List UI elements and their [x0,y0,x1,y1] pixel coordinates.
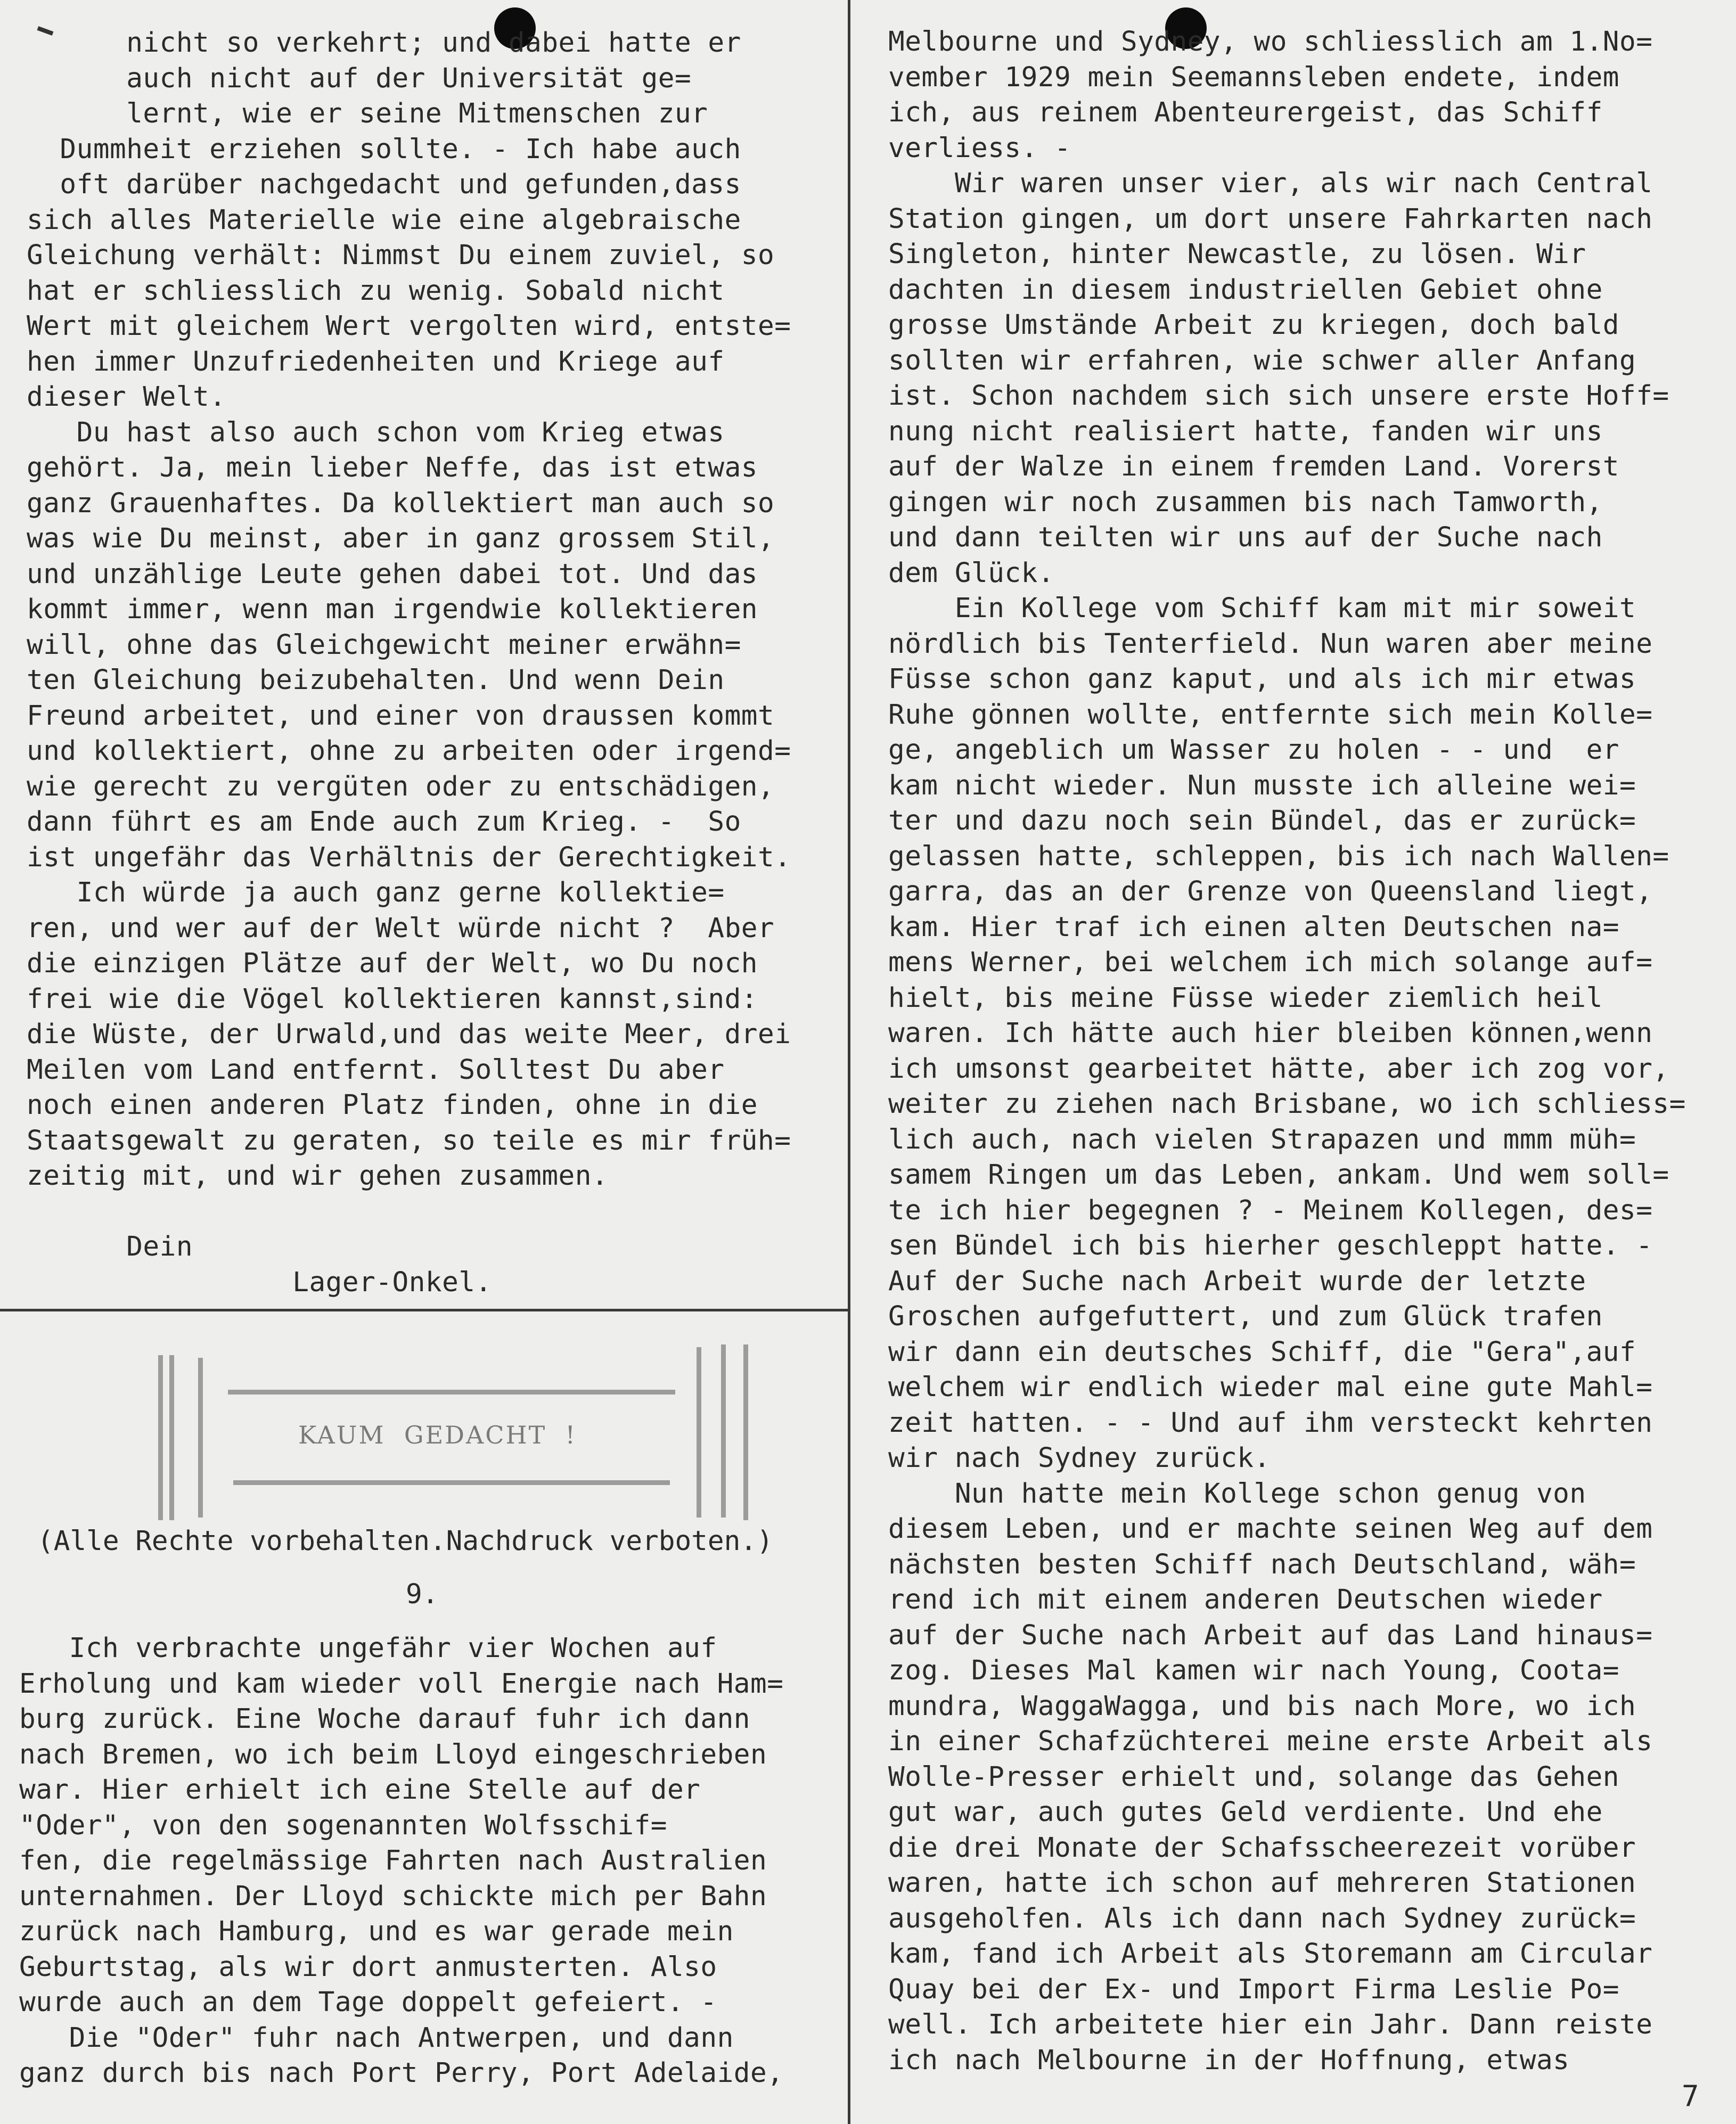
text-line: Du hast also auch schon vom Krieg etwas [27,416,725,448]
text-line: hen immer Unzufriedenheiten und Kriege auf [27,346,725,378]
text-line: was wie Du meinst, aber in ganz grossem Stil, [27,523,775,554]
text-line: unternahmen. Der Lloyd schickte mich per Bahn [19,1880,767,1912]
text-line: Quay bei der Ex- und Import Firma Leslie Po= [888,1973,1620,2005]
text-line: die drei Monate der Schafsscheerezeit vorüber [888,1832,1636,1864]
text-line: Wert mit gleichem Wert vergolten wird, entste= [27,310,791,342]
text-line: vember 1929 mein Seemannsleben endete, indem [888,61,1620,93]
text-line: Staatsgewalt zu geraten, so teile es mir früh= [27,1125,791,1157]
text-line: ten Gleichung beizubehalten. Und wenn Dein [27,665,725,696]
text-line: ausgeholfen. Als ich dann nach Sydney zurück= [888,1902,1636,1934]
story-title: KAUM GEDACHT ! [298,1421,577,1449]
text-line: wie gerecht zu vergüten oder zu entschädigen, [27,770,775,802]
text-line: well. Ich arbeitete hier ein Jahr. Dann reiste [888,2009,1653,2040]
text-line: nach Bremen, wo ich beim Lloyd eingeschrieben [19,1738,767,1770]
text-line: Wolle-Presser erhielt und, solange das Gehen [888,1761,1620,1793]
rights-notice: (Alle Rechte vorbehalten.Nachdruck verboten.) [37,1526,773,1557]
text-line [27,1194,791,1230]
text-line: ganz Grauenhaftes. Da kollektiert man auch so [27,487,775,519]
text-line: zeitig mit, und wir gehen zusammen. [27,1160,609,1192]
text-line: Ruhe gönnen wollte, entfernte sich mein Kolle= [888,699,1653,731]
text-line: verliess. - [888,132,1071,164]
text-line: Erholung und kam wieder voll Energie nach Ham= [19,1668,784,1700]
text-line: Ich verbrachte ungefähr vier Wochen auf [19,1633,717,1664]
text-line: gehört. Ja, mein lieber Neffe, das ist etwas [27,452,758,483]
text-line: kam. Hier traf ich einen alten Deutschen na= [888,911,1620,943]
box-bar [721,1344,726,1518]
story-text-column-right [888,24,1686,2078]
text-line: zurück nach Hamburg, und es war gerade mein [19,1916,734,1947]
text-line: weiter zu ziehen nach Brisbane, wo ich schliess= [888,1088,1686,1120]
text-line: nicht so verkehrt; und dabei hatte er [27,27,741,59]
text-line: lich auch, nach vielen Strapazen und mmm müh= [888,1123,1636,1155]
text-line: grosse Umstände Arbeit zu kriegen, doch bald [888,309,1620,341]
text-line: will, ohne das Gleichgewicht meiner erwähn= [27,629,741,661]
text-line: nung nicht realisiert hatte, fanden wir uns [888,415,1603,447]
text-line: kam nicht wieder. Nun musste ich alleine wei= [888,769,1636,801]
text-line: gingen wir noch zusammen bis nach Tamworth, [888,486,1603,518]
box-bar [198,1358,203,1518]
text-line: und dann teilten wir uns auf der Suche nach [888,522,1603,553]
text-line: welchem wir endlich wieder mal eine gute Mahl= [888,1372,1653,1403]
text-line: mundra, WaggaWagga, und bis nach More, wo ich [888,1690,1636,1722]
text-line: und unzählige Leute gehen dabei tot. Und das [27,558,758,590]
text-line: "Oder", von den sogenannten Wolfsschif= [19,1809,667,1841]
text-line: wir dann ein deutsches Schiff, die "Gera",auf [888,1336,1636,1368]
box-bar [169,1355,174,1520]
text-line: Wir waren unser vier, als wir nach Central [888,168,1653,199]
text-line: Lager-Onkel. [27,1266,492,1298]
text-line: rend ich mit einem anderen Deutschen wieder [888,1584,1603,1615]
text-line: die Wüste, der Urwald,und das weite Meer, drei [27,1019,791,1050]
text-line: Ich würde ja auch ganz gerne kollektie= [27,877,725,908]
text-line: ge, angeblich um Wasser zu holen - - und er [888,734,1620,766]
text-line: kam, fand ich Arbeit als Storemann am Circular [888,1938,1653,1970]
text-line: Melbourne und Sydney, wo schliesslich am 1.No= [888,26,1653,58]
text-line: Freund arbeitet, und einer von draussen kommt [27,700,775,732]
text-line: sich alles Materielle wie eine algebraische [27,204,741,236]
text-line: Dummheit erziehen sollte. - Ich habe auch [27,133,741,165]
story-text-column-left [19,1631,783,2092]
box-rule-top [228,1390,675,1395]
text-line: waren, hatte ich schon auf mehreren Stationen [888,1867,1636,1899]
box-bar [743,1344,748,1520]
text-line: in einer Schafzüchterei meine erste Arbeit als [888,1726,1653,1757]
text-line: hat er schliesslich zu wenig. Sobald nicht [27,275,725,307]
text-line: Groschen aufgefuttert, und zum Glück trafen [888,1301,1603,1332]
text-line: zeit hatten. - - Und auf ihm versteckt kehrten [888,1407,1653,1439]
text-line: mens Werner, bei welchem ich mich solange auf= [888,947,1653,978]
text-line: gut war, auch gutes Geld verdiente. Und ehe [888,1797,1603,1828]
text-line: sollten wir erfahren, wie schwer aller Anfang [888,345,1636,376]
text-line: kommt immer, wenn man irgendwie kollektieren [27,594,758,625]
text-line: dachten in diesem industriellen Gebiet ohne [888,274,1603,306]
page-number: 7 [1682,2079,1699,2113]
chapter-number: 9. [406,1579,439,1610]
text-line: und kollektiert, ohne zu arbeiten oder irgend= [27,735,791,767]
text-line: ich umsonst gearbeitet hätte, aber ich zog vor, [888,1053,1669,1085]
text-line: die einzigen Plätze auf der Welt, wo Du noch [27,948,758,979]
text-line: gelassen hatte, schleppen, bis ich nach Wallen= [888,840,1669,872]
text-line: Füsse schon ganz kaput, und als ich mir etwas [888,663,1636,695]
text-line: oft darüber nachgedacht und gefunden,dass [27,169,741,200]
text-line: zog. Dieses Mal kamen wir nach Young, Coota= [888,1655,1620,1686]
text-line: auf der Suche nach Arbeit auf das Land hinaus= [888,1619,1653,1651]
text-line: Singleton, hinter Newcastle, zu lösen. Wir [888,239,1586,270]
text-line: dann führt es am Ende auch zum Krieg. - So [27,806,741,838]
text-line: auf der Walze in einem fremden Land. Vorerst [888,451,1620,482]
text-line: noch einen anderen Platz finden, ohne in die [27,1089,758,1121]
text-line: Geburtstag, als wir dort anmusterten. Also [19,1951,717,1983]
text-line: sen Bündel ich bis hierher geschleppt hatte. - [888,1230,1653,1261]
letter-text-column [27,26,791,1300]
text-line: dem Glück. [888,557,1055,589]
text-line: lernt, wie er seine Mitmenschen zur [27,98,708,129]
text-line: ren, und wer auf der Welt würde nicht ? Aber [27,912,775,944]
text-line: diesem Leben, und er machte seinen Weg auf dem [888,1513,1653,1545]
text-line: war. Hier erhielt ich eine Stelle auf der [19,1774,701,1806]
text-line: wurde auch an dem Tage doppelt gefeiert. - [19,1987,717,2018]
text-line: garra, das an der Grenze von Queensland liegt, [888,876,1653,907]
text-line: te ich hier begegnen ? - Meinem Kollegen, des= [888,1194,1653,1226]
text-line: fen, die regelmässige Fahrten nach Australien [19,1845,767,1876]
text-line: ich nach Melbourne in der Hoffnung, etwas [888,2044,1570,2076]
text-line: nördlich bis Tenterfield. Nun waren aber meine [888,628,1653,660]
text-line: ter und dazu noch sein Bündel, das er zurück= [888,805,1636,837]
text-line: ich, aus reinem Abenteurergeist, das Schiff [888,97,1603,128]
text-line: Station gingen, um dort unsere Fahrkarten nach [888,203,1653,235]
column-divider [848,0,850,2124]
text-line: Gleichung verhält: Nimmst Du einem zuviel, so [27,240,775,271]
text-line: Die "Oder" fuhr nach Antwerpen, und dann [19,2022,734,2054]
text-line: Auf der Suche nach Arbeit wurde der letzte [888,1265,1586,1297]
text-line: Nun hatte mein Kollege schon genug von [888,1478,1586,1510]
text-line: wir nach Sydney zurück. [888,1442,1271,1474]
text-line: hielt, bis meine Füsse wieder ziemlich heil [888,982,1603,1014]
text-line: auch nicht auf der Universität ge= [27,62,692,94]
text-line: dieser Welt. [27,381,226,413]
box-bar [697,1347,701,1518]
text-line: ist ungefähr das Verhältnis der Gerechtigkeit. [27,841,791,873]
text-line: Meilen vom Land entfernt. Solltest Du aber [27,1054,725,1086]
text-line: burg zurück. Eine Woche darauf fuhr ich dann [19,1703,751,1735]
text-line: Ein Kollege vom Schiff kam mit mir soweit [888,593,1636,624]
text-line: Dein [27,1231,193,1262]
text-line: waren. Ich hätte auch hier bleiben können,wenn [888,1018,1653,1049]
text-line: nächsten besten Schiff nach Deutschland, wäh= [888,1548,1636,1580]
text-line: ist. Schon nachdem sich sich unsere erste Hoff= [888,380,1669,412]
text-line: frei wie die Vögel kollektieren kannst,sind: [27,983,758,1015]
text-line: samem Ringen um das Leben, ankam. Und wem soll= [888,1159,1669,1191]
box-bar [158,1355,163,1520]
box-rule-bottom [233,1480,670,1485]
text-line: ganz durch bis nach Port Perry, Port Adelaide, [19,2057,784,2089]
section-divider [0,1309,848,1311]
